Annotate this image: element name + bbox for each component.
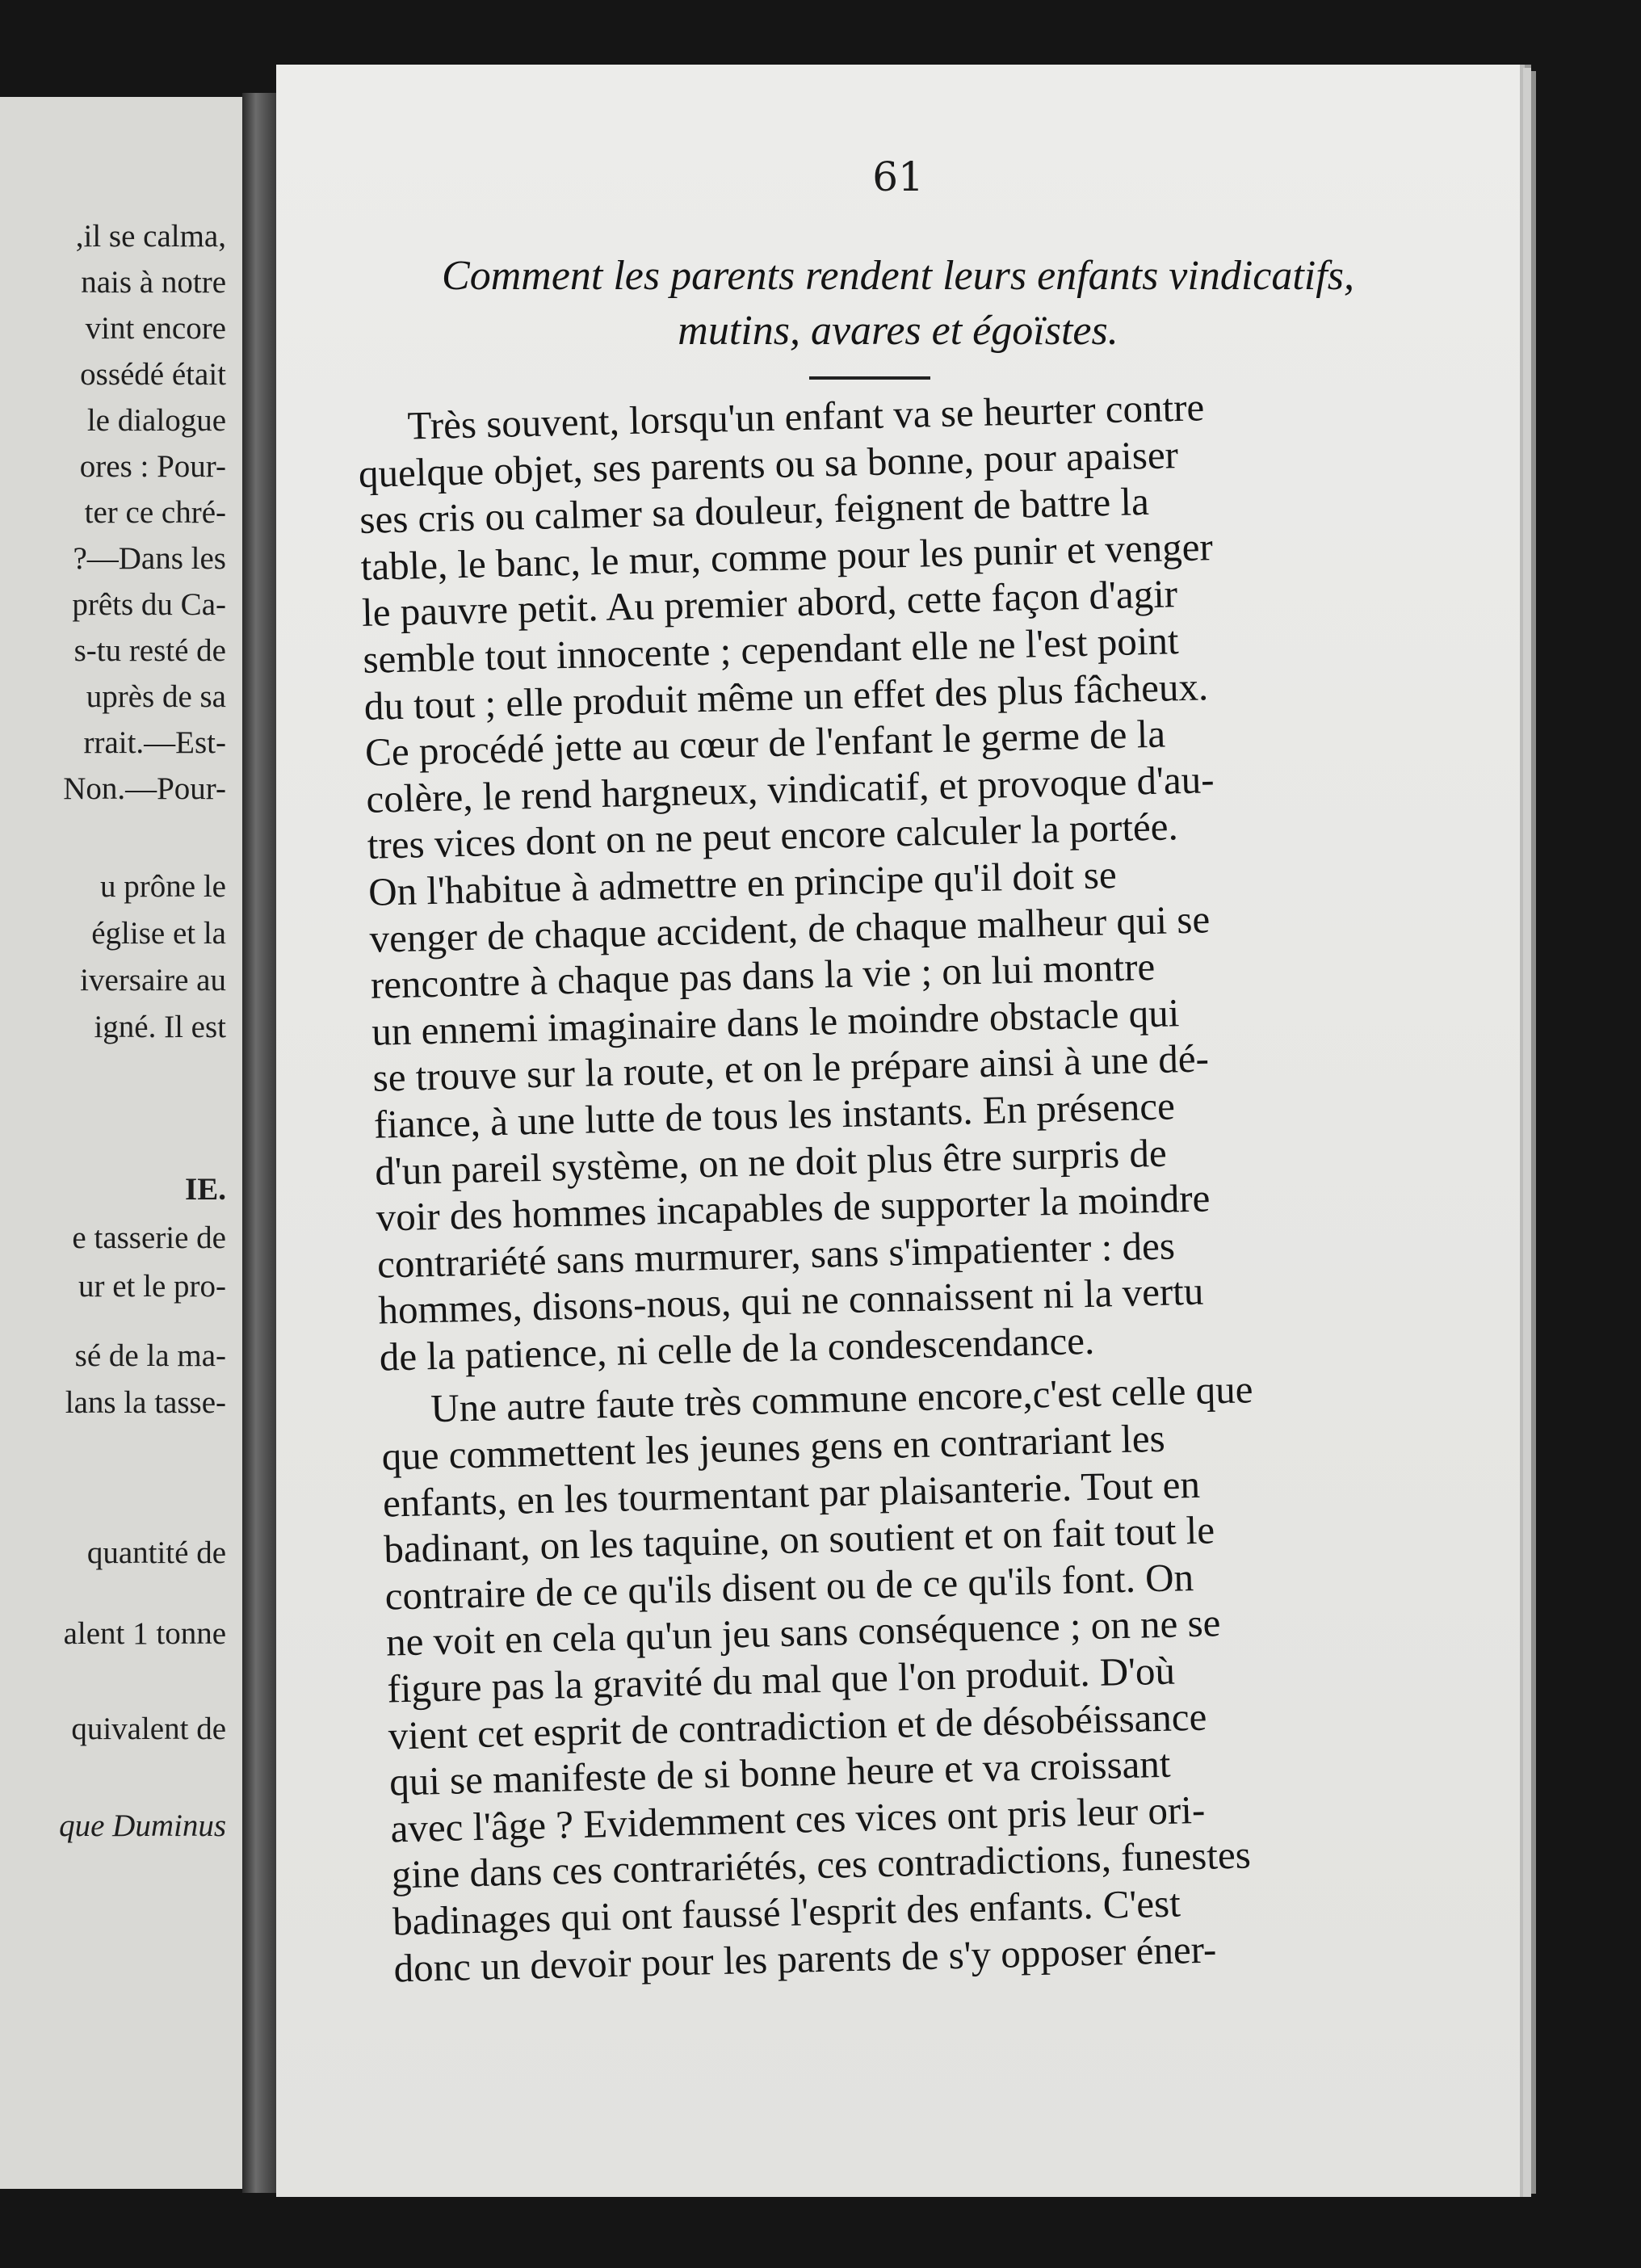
left-page-line: prêts du Ca- bbox=[72, 587, 226, 622]
body-line: venger de chaque accident, de chaque malheur qui se bbox=[368, 896, 1211, 961]
body-line: contraire de ce qu'ils disent ou de ce qu'ils font. On bbox=[384, 1554, 1194, 1619]
left-page-line: lans la tasse- bbox=[65, 1385, 226, 1420]
body-line: semble tout innocente ; cependant elle ne l'est point bbox=[362, 618, 1180, 682]
body-line: avec l'âge ? Evidemment ces vices ont pris leur ori- bbox=[389, 1787, 1206, 1851]
body-line: Très souvent, lorsqu'un enfant va se heurter contre bbox=[407, 384, 1205, 448]
left-page-line: église et la bbox=[91, 916, 226, 951]
body-line: d'un pareil système, on ne doit plus être surpris de bbox=[374, 1130, 1168, 1194]
body-line: gine dans ces contrariétés, ces contradictions, funestes bbox=[391, 1832, 1252, 1897]
body-line: se trouve sur la route, et on le prépare ainsi à une dé- bbox=[372, 1035, 1210, 1101]
body-line: contrariété sans murmurer, sans s'impatienter : des bbox=[376, 1223, 1176, 1287]
body-line: quelque objet, ses parents ou sa bonne, pour apaiser bbox=[358, 431, 1179, 496]
page-number: 61 bbox=[872, 153, 924, 200]
body-line: rencontre à chaque pas dans la vie ; on lui montre bbox=[370, 944, 1156, 1007]
book-page bbox=[276, 65, 1520, 2197]
left-page-line: sé de la ma- bbox=[74, 1338, 226, 1373]
title-rule bbox=[809, 376, 930, 380]
body-line: Ce procédé jette au cœur de l'enfant le germe de la bbox=[364, 711, 1166, 775]
page-edge bbox=[1523, 68, 1531, 2197]
body-line: du tout ; elle produit même un effet des plus fâcheux. bbox=[363, 663, 1209, 729]
body-line: hommes, disons-nous, qui ne connaissent ni la vertu bbox=[377, 1268, 1204, 1333]
chapter-heading-line-1: Comment les parents rendent leurs enfants vindicatifs, bbox=[442, 253, 1354, 299]
body-line: badinant, on les taquine, on soutient et on fait tout le bbox=[383, 1507, 1215, 1572]
left-page-line: igné. Il est bbox=[94, 1010, 226, 1044]
body-line: colère, le rend hargneux, vindicatif, et provoque d'au- bbox=[365, 756, 1215, 821]
left-page-line: s-tu resté de bbox=[73, 633, 226, 668]
left-page-line: ,il se calma, bbox=[75, 219, 226, 254]
body-line: Une autre faute très commune encore,c'est celle que bbox=[430, 1367, 1253, 1431]
chapter-heading-line-2: mutins, avares et égoïstes. bbox=[678, 308, 1118, 354]
left-page-line: ur et le pro- bbox=[78, 1269, 226, 1304]
left-page-line: nais à notre bbox=[81, 265, 226, 300]
body-line: voir des hommes incapables de supporter la moindre bbox=[376, 1175, 1211, 1240]
left-page-line: u prône le bbox=[100, 869, 226, 904]
body-line: que commettent les jeunes gens en contrariant les bbox=[381, 1415, 1166, 1479]
left-page-line: ?—Dans les bbox=[73, 541, 226, 576]
previous-page-fragment bbox=[0, 97, 242, 2189]
body-line: figure pas la gravité du mal que l'on produit. D'où bbox=[386, 1648, 1176, 1712]
body-line: un ennemi imaginaire dans le moindre obstacle qui bbox=[371, 989, 1180, 1054]
left-page-line: Non.—Pour- bbox=[63, 771, 226, 806]
left-page-line: alent 1 tonne bbox=[63, 1616, 226, 1651]
left-page-line: ter ce chré- bbox=[84, 495, 226, 530]
page-edge-shadow bbox=[1531, 71, 1536, 2194]
left-page-line: IE. bbox=[185, 1172, 226, 1207]
body-line: ses cris ou calmer sa douleur, feignent de battre la bbox=[359, 479, 1150, 543]
left-page-line: iversaire au bbox=[80, 963, 226, 998]
left-page-line: quantité de bbox=[86, 1535, 226, 1570]
left-page-line: vint encore bbox=[85, 311, 226, 346]
body-text bbox=[357, 376, 1557, 1992]
body-line: le pauvre petit. Au premier abord, cette façon d'agir bbox=[361, 571, 1178, 636]
left-page-line: ores : Pour- bbox=[79, 449, 226, 484]
body-line: badinages qui ont faussé l'esprit des enfants. C'est bbox=[392, 1880, 1181, 1944]
body-line: qui se manifeste de si bonne heure et va croissant bbox=[388, 1741, 1172, 1804]
left-page-line: rrait.—Est- bbox=[83, 725, 226, 760]
left-page-line: quivalent de bbox=[71, 1712, 226, 1746]
body-line: de la patience, ni celle de la condescendance. bbox=[379, 1317, 1095, 1380]
body-line: vient cet esprit de contradiction et de désobéissance bbox=[388, 1694, 1207, 1758]
body-line: enfants, en les tourmentant par plaisanterie. Tout en bbox=[382, 1461, 1201, 1526]
left-page-line: uprès de sa bbox=[86, 679, 226, 714]
body-line: tres vices dont on ne peut encore calculer la portée. bbox=[367, 804, 1179, 868]
body-line: table, le banc, le mur, comme pour les punir et venger bbox=[360, 523, 1214, 589]
body-line: donc un devoir pour les parents de s'y opposer éner- bbox=[392, 1926, 1217, 1991]
body-line: ne voit en cela qu'un jeu sans conséquence ; on ne se bbox=[385, 1600, 1221, 1665]
left-page-line: ossédé était bbox=[80, 357, 226, 392]
body-line: On l'habitue à admettre en principe qu'il doit se bbox=[367, 851, 1118, 914]
book-gutter bbox=[242, 93, 276, 2193]
left-page-line: que Duminus bbox=[59, 1808, 226, 1843]
body-line: fiance, à une lutte de tous les instants. En présence bbox=[373, 1083, 1176, 1147]
left-page-line: le dialogue bbox=[86, 403, 226, 438]
left-page-line: e tasserie de bbox=[72, 1220, 226, 1255]
